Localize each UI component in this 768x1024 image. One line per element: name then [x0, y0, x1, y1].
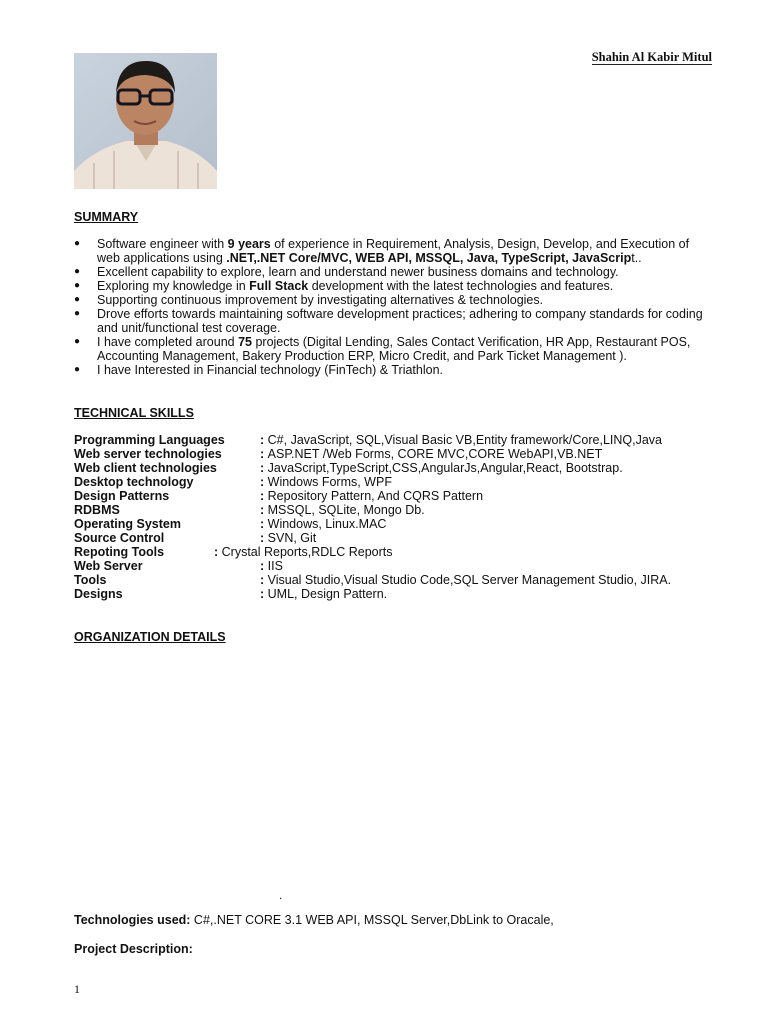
page-number: 1 [74, 982, 80, 996]
summary-text: t.. [631, 251, 642, 265]
skill-row [74, 573, 734, 587]
summary-text: Excellent capability to explore, learn and understand newer business domains and technology. [97, 265, 619, 279]
technologies-used-value: C#,.NET CORE 3.1 WEB API, MSSQL Server,DbLink to Oracale, [190, 913, 554, 927]
skill-label: Tools [74, 573, 107, 587]
summary-text: Supporting continuous improvement by investigating alternatives & technologies. [97, 293, 544, 307]
skill-row [74, 503, 734, 517]
summary-bullet [74, 265, 714, 279]
skill-value: : Visual Studio,Visual Studio Code,SQL Server Management Studio, JIRA. [260, 573, 672, 587]
skill-value: : UML, Design Pattern. [260, 587, 388, 601]
summary-list [74, 237, 714, 377]
skill-row [74, 447, 734, 461]
summary-bold-text: Full Stack [249, 279, 309, 293]
skill-row [74, 587, 734, 601]
summary-bold-text: 75 [238, 335, 252, 349]
summary-heading: SUMMARY [74, 210, 139, 224]
skill-row [74, 489, 734, 503]
skill-value: : SVN, Git [260, 531, 317, 545]
project-description-line [74, 942, 193, 956]
skill-label: Web server technologies [74, 447, 222, 461]
summary-text: of experience in Requirement, Analysis, Design, Develop, and Execution of web applications using [97, 237, 690, 265]
skill-row [74, 559, 734, 573]
summary-text: Software engineer with [97, 237, 228, 251]
technologies-used-line [74, 913, 554, 927]
skill-label: RDBMS [74, 503, 120, 517]
summary-bullet [74, 237, 714, 265]
skill-label: Repoting Tools [74, 545, 165, 559]
skill-label: Design Patterns [74, 489, 170, 503]
summary-text: Exploring my knowledge in [97, 279, 250, 293]
profile-photo [74, 53, 217, 189]
summary-text: I have Interested in Financial technology (FinTech) & Triathlon. [97, 363, 444, 377]
skill-label: Designs [74, 587, 123, 601]
skill-row [74, 531, 734, 545]
skill-label: Programming Languages [74, 433, 225, 447]
skill-row [74, 517, 734, 531]
skill-value: : Windows Forms, WPF [260, 475, 392, 489]
skill-value: : C#, JavaScript, SQL,Visual Basic VB,Entity framework/Core,LINQ,Java [260, 433, 663, 447]
summary-bold-text: .NET,.NET Core/MVC, WEB API, MSSQL, Java, TypeScript, JavaScrip [226, 251, 632, 265]
summary-bold-text: 9 years [227, 237, 271, 251]
skill-value: : MSSQL, SQLite, Mongo Db. [260, 503, 425, 517]
skill-row [74, 433, 734, 447]
organization-details-heading: ORGANIZATION DETAILS [74, 630, 226, 644]
skill-label: Web client technologies [74, 461, 217, 475]
skill-label: Source Control [74, 531, 165, 545]
technical-skills-table [74, 433, 734, 601]
technical-skills-heading: TECHNICAL SKILLS [74, 406, 194, 420]
skill-row [74, 545, 734, 559]
summary-text: projects (Digital Lending, Sales Contact Verification, HR App, Restaurant POS, Accounting Management, Bakery Production ERP, Micro Credit, and Park Ticket Management ). [97, 335, 691, 363]
skill-row [74, 461, 734, 475]
project-description-label: Project Description: [74, 942, 193, 956]
summary-bullet [74, 279, 714, 293]
skill-value: : Windows, Linux.MAC [260, 517, 387, 531]
skill-label: Desktop technology [74, 475, 194, 489]
summary-bullet [74, 363, 714, 377]
summary-bullet [74, 335, 714, 363]
skill-value: : Crystal Reports,RDLC Reports [214, 545, 393, 559]
skill-value: : ASP.NET /Web Forms, CORE MVC,CORE WebAPI,VB.NET [260, 447, 603, 461]
summary-text: Drove efforts towards maintaining software development practices; adhering to company standards for coding and unit/functional test coverage. [97, 307, 703, 335]
skill-label: Operating System [74, 517, 181, 531]
skill-value: : IIS [260, 559, 283, 573]
skill-label: Web Server [74, 559, 143, 573]
stray-dot: . [279, 888, 283, 902]
summary-bullet [74, 307, 714, 335]
skill-value: : Repository Pattern, And CQRS Pattern [260, 489, 484, 503]
skill-value: : JavaScript,TypeScript,CSS,AngularJs,Angular,React, Bootstrap. [260, 461, 623, 475]
candidate-name: Shahin Al Kabir Mitul [591, 50, 712, 64]
skill-row [74, 475, 734, 489]
summary-bullet [74, 293, 714, 307]
technologies-used-label: Technologies used: [74, 913, 191, 927]
summary-text: development with the latest technologies and features. [308, 279, 614, 293]
summary-text: I have completed around [97, 335, 239, 349]
